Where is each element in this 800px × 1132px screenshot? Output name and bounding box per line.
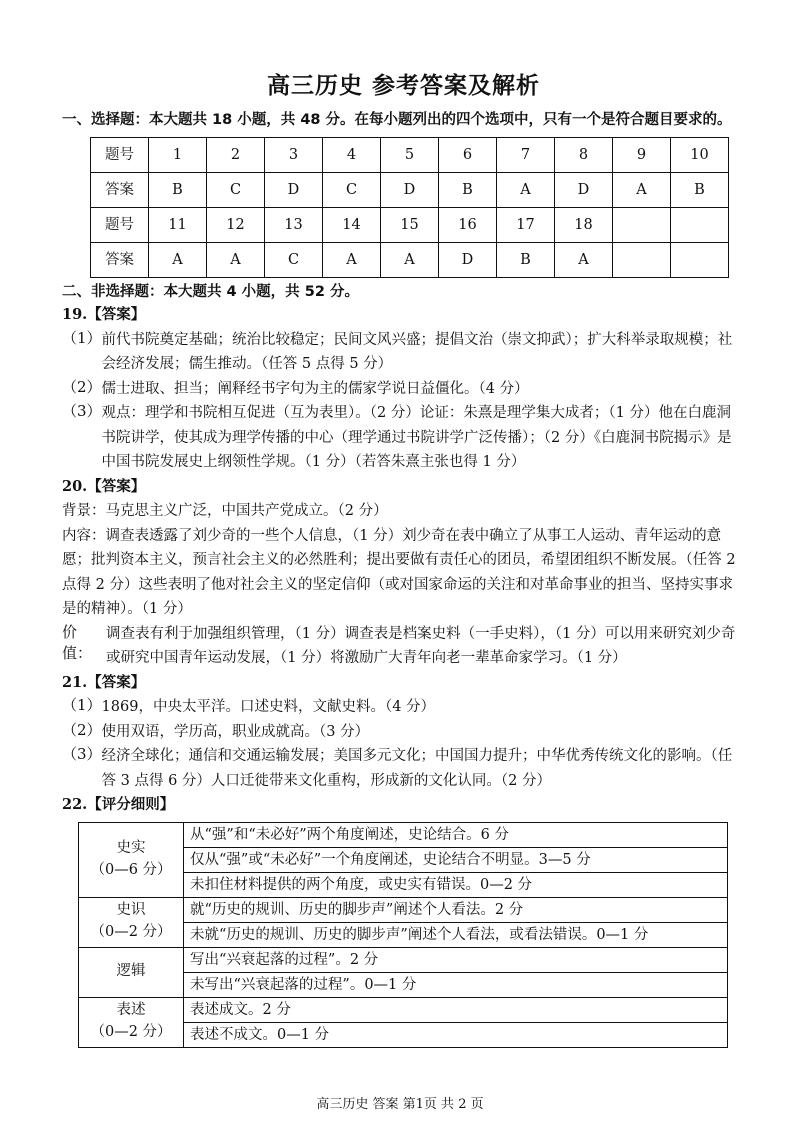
answer-cell: D xyxy=(265,173,323,208)
question-number: 11 xyxy=(149,208,207,243)
page-title: 高三历史 参考答案及解析 xyxy=(266,73,540,99)
part-number: （2） xyxy=(62,720,102,739)
empty-cell xyxy=(671,208,729,243)
row-label: 题号 xyxy=(91,138,149,173)
question-number: 1 xyxy=(149,138,207,173)
question-number: 18 xyxy=(555,208,613,243)
table-row xyxy=(91,138,729,173)
empty-cell xyxy=(613,243,671,278)
part-number: （1） xyxy=(62,696,102,715)
answer-cell: C xyxy=(265,243,323,278)
answer-cell: C xyxy=(323,173,381,208)
category-range: （0—2 分） xyxy=(90,924,172,941)
answer-cell: D xyxy=(555,173,613,208)
answer-cell: B xyxy=(149,173,207,208)
category-name: 逻辑 xyxy=(116,963,146,980)
question-number: 9 xyxy=(613,138,671,173)
q21-part3 xyxy=(62,744,745,793)
q21-heading: 21.【答案】 xyxy=(62,673,146,691)
q19-heading: 19.【答案】 xyxy=(62,306,146,324)
answer-text: 使用双语，学历高，职业成就高。（3 分） xyxy=(101,723,370,740)
category-range: （0—2 分） xyxy=(90,1024,172,1041)
q20-background: 背景：马克思主义广泛，中国共产党成立。（2 分） xyxy=(62,503,388,520)
rubric-criterion: 仅从“强”或“未必好”一个角度阐述，史论结合不明显。3—5 分 xyxy=(184,847,728,872)
question-number: 6 xyxy=(439,138,497,173)
rubric-criterion: 写出“兴衰起落的过程”。2 分 xyxy=(184,947,728,972)
question-number: 14 xyxy=(323,208,381,243)
question-number: 5 xyxy=(381,138,439,173)
answer-cell: D xyxy=(439,243,497,278)
q19-part2 xyxy=(62,377,745,402)
empty-cell xyxy=(671,243,729,278)
rubric-criterion: 未就“历史的规训、历史的脚步声”阐述个人看法，或看法错误。0—1 分 xyxy=(184,922,728,947)
row-label: 答案 xyxy=(91,243,149,278)
rubric-category xyxy=(79,947,184,997)
q21-part1 xyxy=(62,695,745,720)
question-number: 16 xyxy=(439,208,497,243)
question-number: 7 xyxy=(497,138,555,173)
question-number: 12 xyxy=(207,208,265,243)
table-row xyxy=(79,947,728,972)
question-number: 10 xyxy=(671,138,729,173)
table-row xyxy=(91,173,729,208)
answer-cell: A xyxy=(555,243,613,278)
question-number: 3 xyxy=(265,138,323,173)
q20-content: 内容：调查表透露了刘少奇的一些个人信息，（1 分）刘少奇在表中确立了从事工人运动、青年运动的意愿；批判资本主义，预言社会主义的必然胜利；提出要做有责任心的团员，希望团组织不断发展。（任答 2 点得 2 分）这些表明了他对社会主义的坚定信仰（或对国家命运的关注和对革命事业的担当、坚持实事求是的精神）。（1 分） xyxy=(62,527,736,618)
rubric-criterion: 未扣住材料提供的两个角度，或史实有错误。0—2 分 xyxy=(184,872,728,897)
table-row xyxy=(91,208,729,243)
rubric-criterion: 未写出“兴衰起落的过程”。0—1 分 xyxy=(184,972,728,997)
answer-cell: A xyxy=(381,243,439,278)
answer-text: 前代书院奠定基础；统治比较稳定；民间文风兴盛；提倡文治（崇文抑武）；扩大科举录取规模；社会经济发展；儒生推动。（任答 5 点得 5 分） xyxy=(101,331,733,373)
answer-text: 经济全球化；通信和交通运输发展；美国多元文化；中国国力提升；中华优秀传统文化的影响。（任答 3 点得 6 分）人口迁徙带来文化重构，形成新的文化认同。（2 分） xyxy=(101,748,733,789)
q19-part3 xyxy=(62,401,745,475)
empty-cell xyxy=(613,208,671,243)
answer-text: 儒士进取、担当；阐释经书字句为主的儒家学说日益僵化。（4 分） xyxy=(101,380,529,397)
q19-part1 xyxy=(62,328,745,377)
rubric-criterion: 就“历史的规训、历史的脚步声”阐述个人看法。2 分 xyxy=(184,897,728,922)
part-number: （3） xyxy=(62,402,102,421)
rubric-category xyxy=(79,997,184,1047)
q21-part2 xyxy=(62,720,745,745)
table-row xyxy=(91,243,729,278)
category-name: 史识 xyxy=(116,902,146,919)
answer-text: 观点：理学和书院相互促进（互为表里）。（2 分）论证：朱熹是理学集大成者；（1 分）他在白鹿洞书院讲学，使其成为理学传播的中心（理学通过书院讲学广泛传播）；（2 分）《白鹿洞书院揭示》是中国书院发展史上纲领性学规。（1 分）（若答朱熹主张也得 1 分） xyxy=(101,405,732,471)
q22-heading: 22.【评分细则】 xyxy=(62,796,175,814)
row-label: 题号 xyxy=(91,208,149,243)
answer-cell: B xyxy=(671,173,729,208)
table-row xyxy=(79,822,728,847)
question-number: 8 xyxy=(555,138,613,173)
table-row xyxy=(79,997,728,1022)
answer-cell: B xyxy=(439,173,497,208)
part-number: （1） xyxy=(62,328,102,347)
answer-cell: C xyxy=(207,173,265,208)
table-row xyxy=(79,897,728,922)
rubric-criterion: 表述成文。2 分 xyxy=(184,997,728,1022)
question-number: 4 xyxy=(323,138,381,173)
question-number: 13 xyxy=(265,208,323,243)
q20-heading: 20.【答案】 xyxy=(62,477,146,495)
section2-heading: 二、非选择题：本大题共 4 小题，共 52 分。 xyxy=(62,284,359,301)
answer-text: 调查表有利于加强组织管理，（1 分）调查表是档案史料（一手史料），（1 分）可以用来研究刘少奇或研究中国青年运动发展，（1 分）将激励广大青年向老一辈革命家学习。（1 分） xyxy=(106,625,736,667)
rubric-criterion: 表述不成文。0—1 分 xyxy=(184,1022,728,1047)
rubric-criterion: 从“强”和“未必好”两个角度阐述，史论结合。6 分 xyxy=(184,822,728,847)
mc-answer-table xyxy=(90,137,729,278)
question-number: 17 xyxy=(497,208,555,243)
answer-cell: A xyxy=(613,173,671,208)
section1-heading: 一、选择题：本大题共 18 小题，共 48 分。在每小题列出的四个选项中，只有一个是符合题目要求的。 xyxy=(62,112,732,129)
category-name: 史实 xyxy=(116,839,146,856)
answer-cell: A xyxy=(149,243,207,278)
answer-cell: B xyxy=(497,243,555,278)
answer-text: 1869，中央太平洋。口述史料，文献史料。（4 分） xyxy=(101,699,436,716)
rubric-table xyxy=(78,822,728,1048)
part-number: （2） xyxy=(62,377,102,396)
rubric-category xyxy=(79,897,184,947)
answer-cell: D xyxy=(381,173,439,208)
answer-cell: A xyxy=(207,243,265,278)
category-range: （0—6 分） xyxy=(90,861,172,878)
row-label: 答案 xyxy=(91,173,149,208)
part-number: （3） xyxy=(62,745,102,764)
question-number: 15 xyxy=(381,208,439,243)
question-number: 2 xyxy=(207,138,265,173)
answer-cell: A xyxy=(323,243,381,278)
answer-cell: A xyxy=(497,173,555,208)
category-name: 表述 xyxy=(116,1002,146,1019)
value-label: 价值： xyxy=(62,622,93,662)
rubric-category xyxy=(79,822,184,897)
q20-value xyxy=(62,622,745,671)
page-footer: 高三历史 答案 第1页 共 2 页 xyxy=(316,1097,484,1112)
